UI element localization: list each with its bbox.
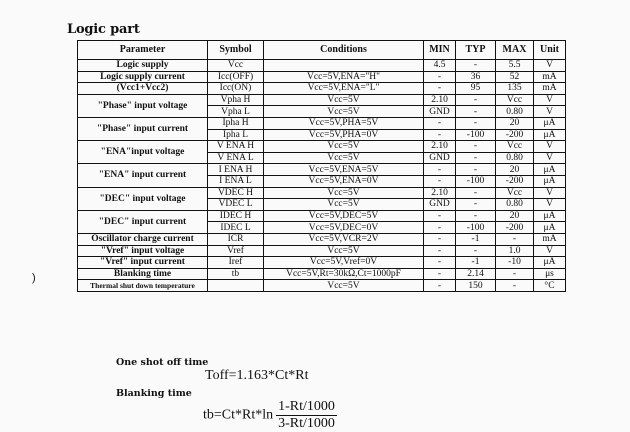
- cell-typ: -: [456, 199, 496, 211]
- cell-unit: °C: [534, 280, 566, 292]
- cell-parameter: "ENA" input current: [78, 164, 208, 187]
- cell-unit: V: [534, 94, 566, 106]
- cell-max: 0.80: [496, 199, 534, 211]
- table-row: [78, 210, 566, 222]
- table-row: [78, 187, 566, 199]
- cell-max: 5.5: [496, 60, 534, 72]
- cell-unit: μA: [534, 117, 566, 129]
- cell-typ: -100: [456, 175, 496, 187]
- cell-unit: mA: [534, 233, 566, 245]
- table-row: [78, 117, 566, 129]
- table-body: [78, 60, 566, 292]
- cell-max: -200: [496, 175, 534, 187]
- table-row: [78, 164, 566, 176]
- cell-typ: -: [456, 210, 496, 222]
- cell-parameter: Thermal shut down temperature: [78, 280, 208, 292]
- cell-max: 1.0: [496, 245, 534, 257]
- cell-typ: -100: [456, 222, 496, 234]
- cell-conditions: Vcc=5V: [264, 141, 424, 153]
- cell-max: -: [496, 233, 534, 245]
- cell-symbol: [208, 280, 264, 292]
- cell-unit: V: [534, 245, 566, 257]
- cell-unit: V: [534, 106, 566, 118]
- table-row: [78, 268, 566, 280]
- cell-typ: -1: [456, 257, 496, 269]
- cell-symbol: Icc(ON): [208, 83, 264, 95]
- cell-min: -: [424, 245, 456, 257]
- cell-max: 135: [496, 83, 534, 95]
- formula-blanking: [203, 399, 337, 432]
- cell-symbol: Icc(OFF): [208, 71, 264, 83]
- cell-conditions: Vcc=5V: [264, 187, 424, 199]
- cell-symbol: V ENA H: [208, 141, 264, 153]
- cell-typ: -: [456, 152, 496, 164]
- table-row: [78, 83, 566, 95]
- cell-conditions: Vcc=5V,ENA="H": [264, 71, 424, 83]
- table-row: [78, 280, 566, 292]
- cell-typ: -: [456, 164, 496, 176]
- cell-parameter: Logic supply: [78, 60, 208, 72]
- cell-unit: μA: [534, 222, 566, 234]
- cell-conditions: Vcc=5V: [264, 280, 424, 292]
- cell-max: 52: [496, 71, 534, 83]
- cell-conditions: [264, 60, 424, 72]
- cell-parameter: Blanking time: [78, 268, 208, 280]
- cell-symbol: Vpha H: [208, 94, 264, 106]
- cell-symbol: Ipha H: [208, 117, 264, 129]
- cell-symbol: I ENA H: [208, 164, 264, 176]
- cell-unit: μA: [534, 175, 566, 187]
- section-title: Logic part: [67, 22, 140, 37]
- cell-typ: -: [456, 60, 496, 72]
- cell-unit: μA: [534, 257, 566, 269]
- cell-conditions: Vcc=5V,Vref=0V: [264, 257, 424, 269]
- header-symbol: Symbol: [208, 41, 264, 60]
- logic-spec-table: [77, 40, 566, 292]
- cell-min: -: [424, 71, 456, 83]
- cell-min: GND: [424, 199, 456, 211]
- cell-symbol: VDEC L: [208, 199, 264, 211]
- cell-max: -: [496, 268, 534, 280]
- cell-conditions: Vcc=5V,ENA=0V: [264, 175, 424, 187]
- formula-blanking-fraction: [276, 399, 337, 432]
- header-max: MAX: [496, 41, 534, 60]
- cell-conditions: Vcc=5V,DEC=5V: [264, 210, 424, 222]
- cell-max: 0.80: [496, 152, 534, 164]
- header-typ: TYP: [456, 41, 496, 60]
- cell-min: 2.10: [424, 94, 456, 106]
- cell-min: -: [424, 257, 456, 269]
- cell-unit: V: [534, 152, 566, 164]
- fraction-denominator: 3-Rt/1000: [278, 416, 335, 431]
- cell-conditions: Vcc=5V: [264, 106, 424, 118]
- formula-blanking-lhs: tb=Ct*Rt*ln: [203, 407, 274, 423]
- cell-symbol: IDEC L: [208, 222, 264, 234]
- cell-unit: mA: [534, 71, 566, 83]
- cell-max: 20: [496, 164, 534, 176]
- cell-unit: V: [534, 199, 566, 211]
- cell-parameter: Logic supply current: [78, 71, 208, 83]
- cell-unit: mA: [534, 83, 566, 95]
- cell-max: -10: [496, 257, 534, 269]
- cell-symbol: VDEC H: [208, 187, 264, 199]
- cell-unit: μA: [534, 164, 566, 176]
- formula-label-blanking: Blanking time: [116, 388, 192, 399]
- header-unit: Unit: [534, 41, 566, 60]
- formula-off-time: Toff=1.163*Ct*Rt: [205, 368, 309, 383]
- cell-typ: -: [456, 117, 496, 129]
- cell-max: 20: [496, 210, 534, 222]
- cell-parameter: (Vcc1+Vcc2): [78, 83, 208, 95]
- cell-symbol: I ENA L: [208, 175, 264, 187]
- cell-symbol: Vcc: [208, 60, 264, 72]
- cell-max: -200: [496, 129, 534, 141]
- cell-unit: μA: [534, 210, 566, 222]
- cell-min: -: [424, 280, 456, 292]
- header-parameter: Parameter: [78, 41, 208, 60]
- cell-symbol: Ipha L: [208, 129, 264, 141]
- table-row: [78, 60, 566, 72]
- header-min: MIN: [424, 41, 456, 60]
- cell-max: Vcc: [496, 94, 534, 106]
- cell-min: 4.5: [424, 60, 456, 72]
- cell-min: GND: [424, 152, 456, 164]
- cell-min: -: [424, 268, 456, 280]
- cell-symbol: ICR: [208, 233, 264, 245]
- margin-mark: ): [32, 272, 36, 284]
- cell-min: -: [424, 210, 456, 222]
- cell-min: -: [424, 233, 456, 245]
- cell-unit: μs: [534, 268, 566, 280]
- cell-parameter: "DEC" input current: [78, 210, 208, 233]
- cell-min: -: [424, 117, 456, 129]
- cell-min: 2.10: [424, 187, 456, 199]
- cell-typ: -100: [456, 129, 496, 141]
- cell-typ: 36: [456, 71, 496, 83]
- cell-symbol: V ENA L: [208, 152, 264, 164]
- cell-min: GND: [424, 106, 456, 118]
- cell-min: 2.10: [424, 141, 456, 153]
- cell-symbol: Iref: [208, 257, 264, 269]
- cell-parameter: "Phase" input current: [78, 117, 208, 140]
- cell-symbol: Vpha L: [208, 106, 264, 118]
- cell-conditions: Vcc=5V,PHA=0V: [264, 129, 424, 141]
- cell-max: 0.80: [496, 106, 534, 118]
- cell-unit: V: [534, 141, 566, 153]
- cell-parameter: Oscillator charge current: [78, 233, 208, 245]
- header-conditions: Conditions: [264, 41, 424, 60]
- cell-typ: -1: [456, 233, 496, 245]
- cell-conditions: Vcc=5V,VCR=2V: [264, 233, 424, 245]
- cell-max: Vcc: [496, 141, 534, 153]
- cell-typ: 150: [456, 280, 496, 292]
- cell-parameter: "ENA"input voltage: [78, 141, 208, 164]
- cell-symbol: Vref: [208, 245, 264, 257]
- cell-parameter: "Vref" input current: [78, 257, 208, 269]
- cell-min: -: [424, 175, 456, 187]
- cell-conditions: Vcc=5V: [264, 199, 424, 211]
- cell-unit: μA: [534, 129, 566, 141]
- cell-typ: -: [456, 245, 496, 257]
- cell-conditions: Vcc=5V,ENA=5V: [264, 164, 424, 176]
- cell-conditions: Vcc=5V,ENA="L": [264, 83, 424, 95]
- cell-max: Vcc: [496, 187, 534, 199]
- table-row: [78, 71, 566, 83]
- cell-conditions: Vcc=5V: [264, 245, 424, 257]
- cell-unit: V: [534, 187, 566, 199]
- cell-parameter: "Phase" input voltage: [78, 94, 208, 117]
- cell-min: -: [424, 129, 456, 141]
- cell-conditions: Vcc=5V,DEC=0V: [264, 222, 424, 234]
- cell-typ: 2.14: [456, 268, 496, 280]
- table-row: [78, 245, 566, 257]
- table-row: [78, 141, 566, 153]
- cell-max: -200: [496, 222, 534, 234]
- cell-conditions: Vcc=5V,PHA=5V: [264, 117, 424, 129]
- cell-typ: -: [456, 94, 496, 106]
- cell-typ: -: [456, 106, 496, 118]
- cell-conditions: Vcc=5V: [264, 94, 424, 106]
- cell-min: -: [424, 83, 456, 95]
- formula-label-off-time: One shot off time: [116, 357, 209, 368]
- cell-parameter: "Vref" input voltage: [78, 245, 208, 257]
- cell-typ: 95: [456, 83, 496, 95]
- table-row: [78, 257, 566, 269]
- cell-parameter: "DEC" input voltage: [78, 187, 208, 210]
- cell-conditions: Vcc=5V,Rt=30kΩ,Ct=1000pF: [264, 268, 424, 280]
- cell-min: -: [424, 222, 456, 234]
- table-row: [78, 233, 566, 245]
- cell-max: -: [496, 280, 534, 292]
- cell-symbol: tb: [208, 268, 264, 280]
- cell-min: -: [424, 164, 456, 176]
- table-row: [78, 94, 566, 106]
- cell-conditions: Vcc=5V: [264, 152, 424, 164]
- cell-typ: -: [456, 141, 496, 153]
- cell-unit: V: [534, 60, 566, 72]
- cell-typ: -: [456, 187, 496, 199]
- table-header-row: [78, 41, 566, 60]
- cell-max: 20: [496, 117, 534, 129]
- fraction-numerator: 1-Rt/1000: [278, 399, 335, 414]
- cell-symbol: IDEC H: [208, 210, 264, 222]
